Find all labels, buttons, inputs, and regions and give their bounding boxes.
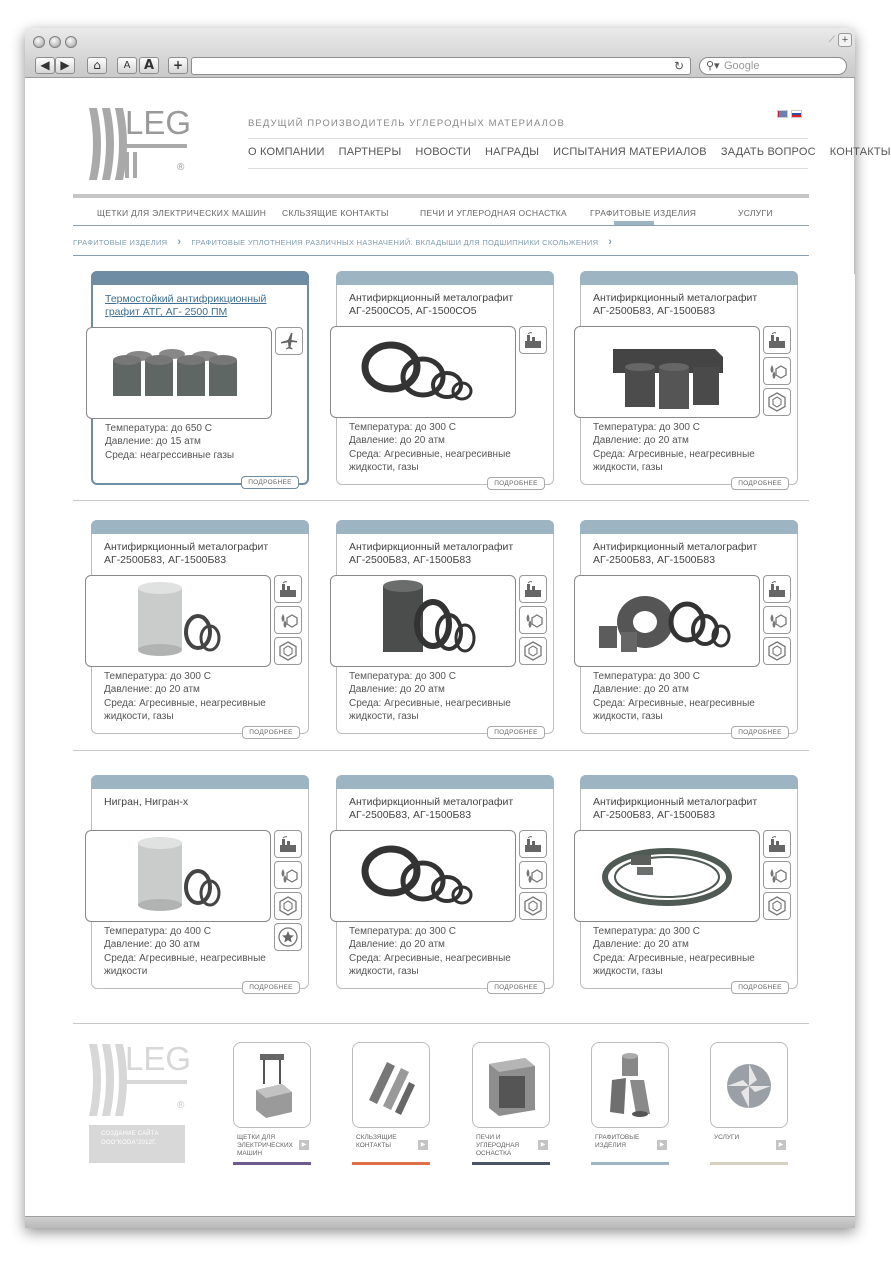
drops-icon[interactable] bbox=[274, 606, 302, 634]
footer-category[interactable] bbox=[233, 1042, 311, 1157]
site-credit: СОЗДАНИЕ САЙТА ООО"KODA"2012Г. bbox=[101, 1131, 159, 1146]
product-specs bbox=[593, 925, 783, 978]
product-specs bbox=[349, 670, 539, 723]
spec-pressure: Давление: до 20 атм bbox=[593, 435, 689, 447]
footer-category[interactable] bbox=[710, 1042, 788, 1148]
category-color-bar bbox=[591, 1162, 669, 1165]
drops-icon[interactable] bbox=[519, 606, 547, 634]
product-card[interactable] bbox=[336, 775, 554, 989]
play-arrow-icon[interactable]: ▶ bbox=[538, 1140, 548, 1150]
minimize-window-button[interactable] bbox=[49, 36, 61, 48]
more-button[interactable]: ПОДРОБНЕЕ bbox=[487, 726, 545, 739]
hexagon-icon[interactable] bbox=[274, 637, 302, 665]
text-bigger-button[interactable]: A bbox=[139, 57, 159, 74]
home-icon: ⌂ bbox=[93, 58, 101, 72]
breadcrumb bbox=[73, 236, 612, 248]
product-title[interactable]: Термостойкий антифрикционный графит АТГ, АГ- 2500 ПМ bbox=[105, 293, 267, 318]
spec-temperature: Температура: до 650 С bbox=[105, 423, 212, 434]
play-arrow-icon[interactable]: ▶ bbox=[657, 1140, 667, 1150]
home-button[interactable] bbox=[87, 57, 107, 74]
factory-icon[interactable] bbox=[763, 830, 791, 858]
logo-mark-icon bbox=[89, 1044, 129, 1116]
category-color-bar bbox=[352, 1162, 430, 1165]
browser-window bbox=[25, 28, 891, 1228]
footer-category-label[interactable]: УСЛУГИ bbox=[714, 1134, 740, 1141]
resize-grip-icon: ⟋ bbox=[828, 34, 835, 44]
more-button[interactable]: ПОДРОБНЕЕ bbox=[731, 981, 789, 994]
zoom-window-button[interactable] bbox=[65, 36, 77, 48]
feature-icons bbox=[763, 575, 791, 665]
product-photo[interactable] bbox=[85, 830, 271, 922]
more-button[interactable]: ПОДРОБНЕЕ bbox=[731, 726, 789, 739]
row-divider bbox=[73, 1023, 809, 1024]
site-logo[interactable] bbox=[89, 104, 201, 182]
product-card[interactable] bbox=[91, 775, 309, 989]
card-header-bar bbox=[91, 775, 309, 789]
logo-registered-mark: ® bbox=[177, 162, 185, 173]
category-nav bbox=[73, 200, 809, 226]
spec-medium: Среда: Агресивные, неагресивные жидкости, газы bbox=[593, 448, 755, 473]
product-title[interactable]: Антифиркционный металографит АГ-2500Б83, АГ-1500Б83 bbox=[593, 292, 758, 317]
spec-pressure: Давление: до 20 атм bbox=[593, 939, 689, 951]
feature-icons bbox=[763, 326, 791, 416]
spec-medium: Среда: неагрессивные газы bbox=[105, 449, 235, 461]
scrollbar[interactable] bbox=[854, 78, 855, 274]
spec-medium: Среда: Агресивные, неагресивные жидкости, газы bbox=[593, 697, 755, 722]
logo-registered-mark: ® bbox=[177, 1100, 185, 1111]
product-photo[interactable] bbox=[330, 575, 516, 667]
logo-text: LEG bbox=[125, 104, 192, 141]
spec-pressure: Давление: до 30 атм bbox=[104, 939, 200, 951]
english-flag-icon[interactable] bbox=[777, 110, 788, 118]
nav-item-company[interactable]: О КОМПАНИИ bbox=[248, 146, 325, 158]
logo-mark-icon bbox=[89, 108, 129, 180]
spec-temperature: Температура: до 300 С bbox=[593, 422, 700, 433]
logo-bar bbox=[125, 1080, 187, 1084]
factory-icon[interactable] bbox=[274, 575, 302, 603]
product-photo[interactable] bbox=[574, 326, 760, 418]
spec-pressure: Давление: до 20 атм bbox=[349, 939, 445, 951]
category-color-bar bbox=[710, 1162, 788, 1165]
product-title[interactable]: Антифиркционный металографит АГ-2500Б83, АГ-1500Б83 bbox=[349, 796, 514, 821]
card-header-bar bbox=[580, 775, 798, 789]
feature-icons bbox=[519, 575, 547, 665]
footer-category-label[interactable]: СКЛЬЗЯЩИЕ КОНТАКТЫ bbox=[356, 1134, 397, 1149]
drops-icon[interactable] bbox=[274, 861, 302, 889]
feature-icons bbox=[275, 327, 303, 355]
product-title[interactable]: Антифиркционный металографит АГ-2500Б83, АГ-1500Б83 bbox=[104, 541, 269, 566]
footer-category-label[interactable]: ПЕЧИ И УГЛЕРОДНАЯ ОСНАСТКА bbox=[476, 1134, 520, 1157]
forward-arrow-icon: ▶ bbox=[60, 58, 70, 72]
product-title[interactable]: Антифиркционный металографит АГ-2500СО5, АГ-1500СО5 bbox=[349, 292, 514, 317]
spec-medium: Среда: Агресивные, неагресивные жидкости, газы bbox=[349, 952, 511, 977]
logo-bar bbox=[133, 152, 137, 178]
feature-icons bbox=[519, 326, 547, 354]
product-photo[interactable] bbox=[330, 326, 516, 418]
more-button[interactable]: ПОДРОБНЕЕ bbox=[242, 981, 300, 994]
back-button[interactable] bbox=[35, 57, 55, 74]
reload-icon[interactable]: ↻ bbox=[673, 59, 684, 73]
add-bookmark-button[interactable]: + bbox=[168, 57, 188, 74]
spec-pressure: Давление: до 15 атм bbox=[105, 436, 201, 448]
hexagon-icon[interactable] bbox=[274, 892, 302, 920]
card-header-bar bbox=[580, 520, 798, 534]
footer-category[interactable] bbox=[352, 1042, 430, 1149]
footer-category-image[interactable] bbox=[591, 1042, 669, 1128]
product-title[interactable]: Нигран, Нигран-х bbox=[104, 796, 189, 808]
factory-icon[interactable] bbox=[763, 326, 791, 354]
russian-flag-icon[interactable] bbox=[791, 110, 802, 118]
divider bbox=[248, 138, 808, 139]
card-header-bar bbox=[336, 775, 554, 789]
language-switcher bbox=[777, 110, 802, 118]
product-card[interactable] bbox=[580, 775, 798, 989]
spec-medium: Среда: Агресивные, неагресивные жидкости, газы bbox=[349, 697, 511, 722]
play-arrow-icon[interactable]: ▶ bbox=[299, 1140, 309, 1150]
card-header-bar bbox=[336, 520, 554, 534]
drops-icon[interactable] bbox=[763, 861, 791, 889]
tagline: ВЕДУЩИЙ ПРОИЗВОДИТЕЛЬ УГЛЕРОДНЫХ МАТЕРИАЛОВ bbox=[248, 118, 565, 129]
product-photo[interactable] bbox=[574, 830, 760, 922]
logo-bar bbox=[125, 152, 129, 178]
footer-category-image[interactable] bbox=[710, 1042, 788, 1128]
spec-pressure: Давление: до 20 атм bbox=[349, 684, 445, 696]
factory-icon[interactable] bbox=[519, 326, 547, 354]
category-tab-services[interactable]: УСЛУГИ bbox=[738, 208, 773, 218]
row-divider bbox=[73, 750, 809, 751]
footer-category-image[interactable] bbox=[472, 1042, 550, 1128]
play-arrow-icon[interactable]: ▶ bbox=[776, 1140, 786, 1150]
product-photo[interactable] bbox=[85, 575, 271, 667]
nav-item-material-tests[interactable]: ИСПЫТАНИЯ МАТЕРИАЛОВ bbox=[553, 146, 707, 158]
product-photo[interactable] bbox=[330, 830, 516, 922]
divider bbox=[73, 255, 809, 256]
card-header-bar bbox=[91, 520, 309, 534]
category-color-bar bbox=[472, 1162, 550, 1165]
product-card[interactable] bbox=[91, 271, 309, 485]
card-header-bar bbox=[91, 271, 309, 285]
category-color-bar bbox=[233, 1162, 311, 1165]
product-title[interactable]: Антифиркционный металографит АГ-2500Б83, АГ-1500Б83 bbox=[349, 541, 514, 566]
card-header-bar bbox=[336, 271, 554, 285]
more-button[interactable]: ПОДРОБНЕЕ bbox=[242, 726, 300, 739]
spec-temperature: Температура: до 300 С bbox=[593, 926, 700, 937]
spec-temperature: Температура: до 300 С bbox=[593, 671, 700, 682]
product-specs bbox=[349, 925, 539, 978]
product-card[interactable] bbox=[580, 520, 798, 734]
hexagon-icon[interactable] bbox=[519, 892, 547, 920]
nav-item-ask-question[interactable]: ЗАДАТЬ ВОПРОС bbox=[720, 146, 816, 158]
spec-medium: Среда: Агресивные, неагресивные жидкости, газы bbox=[104, 697, 266, 722]
feature-icons bbox=[274, 575, 302, 665]
spec-temperature: Температура: до 300 С bbox=[349, 926, 456, 937]
divider bbox=[73, 225, 809, 226]
main-nav bbox=[248, 146, 891, 158]
spec-pressure: Давление: до 20 атм bbox=[593, 684, 689, 696]
divider bbox=[248, 168, 808, 169]
footer-category-label[interactable]: ЩЕТКИ ДЛЯ ЭЛЕКТРИЧЕСКИХ МАШИН bbox=[237, 1134, 293, 1157]
spec-temperature: Температура: до 300 С bbox=[349, 422, 456, 433]
spec-pressure: Давление: до 20 атм bbox=[349, 435, 445, 447]
search-field[interactable] bbox=[699, 57, 847, 75]
product-photo[interactable] bbox=[574, 575, 760, 667]
nav-item-awards[interactable]: НАГРАДЫ bbox=[485, 146, 540, 158]
spec-medium: Среда: Агресивные, неагресивные жидкости, газы bbox=[593, 952, 755, 977]
plane-icon[interactable] bbox=[275, 327, 303, 355]
address-bar[interactable] bbox=[191, 57, 691, 75]
product-card[interactable] bbox=[336, 520, 554, 734]
spec-temperature: Температура: до 300 С bbox=[104, 671, 211, 682]
forward-button[interactable] bbox=[55, 57, 75, 74]
breadcrumb-item[interactable]: ГРАФИТОВЫЕ ИЗДЕЛИЯ bbox=[73, 237, 168, 247]
spec-temperature: Температура: до 300 С bbox=[349, 671, 456, 682]
nav-item-partners[interactable]: ПАРТНЕРЫ bbox=[338, 146, 402, 158]
feature-icons bbox=[763, 830, 791, 920]
factory-icon[interactable] bbox=[519, 575, 547, 603]
spec-medium: Среда: Агресивные, неагресивные жидкости bbox=[104, 952, 266, 977]
hexagon-icon[interactable] bbox=[763, 892, 791, 920]
factory-icon[interactable] bbox=[274, 830, 302, 858]
close-window-button[interactable] bbox=[33, 36, 45, 48]
category-tab-brushes[interactable]: ЩЕТКИ ДЛЯ ЭЛЕКТРИЧЕСКИХ МАШИН bbox=[97, 208, 267, 218]
nav-item-contacts[interactable]: КОНТАКТЫ bbox=[829, 146, 891, 158]
factory-icon[interactable] bbox=[519, 830, 547, 858]
browser-toolbar bbox=[25, 28, 855, 78]
drops-icon[interactable] bbox=[763, 357, 791, 385]
text-smaller-button[interactable]: A bbox=[117, 57, 137, 74]
product-title[interactable]: Антифиркционный металографит АГ-2500Б83, АГ-1500Б83 bbox=[593, 796, 758, 821]
footer-category-image[interactable] bbox=[233, 1042, 311, 1128]
browser-status-bar bbox=[25, 1216, 855, 1228]
row-divider bbox=[73, 500, 809, 501]
more-button[interactable]: ПОДРОБНЕЕ bbox=[241, 476, 299, 489]
product-card[interactable] bbox=[580, 271, 798, 485]
divider bbox=[73, 194, 809, 198]
logo-bar bbox=[125, 144, 187, 148]
play-arrow-icon[interactable]: ▶ bbox=[418, 1140, 428, 1150]
category-tab-graphite-products[interactable]: ГРАФИТОВЫЕ ИЗДЕЛИЯ bbox=[590, 208, 697, 218]
footer-category[interactable] bbox=[591, 1042, 669, 1149]
chevron-right-icon: › bbox=[177, 236, 182, 248]
product-title[interactable]: Антифиркционный металографит АГ-2500Б83, АГ-1500Б83 bbox=[593, 541, 758, 566]
product-specs bbox=[349, 421, 539, 474]
hexagon-icon[interactable] bbox=[519, 637, 547, 665]
card-header-bar bbox=[580, 271, 798, 285]
hexagon-icon[interactable] bbox=[763, 388, 791, 416]
category-tab-sliding-contacts[interactable]: СКЛЬЗЯЩИЕ КОНТАКТЫ bbox=[282, 208, 389, 218]
feature-icons bbox=[519, 830, 547, 920]
new-tab-button[interactable]: + bbox=[838, 33, 852, 47]
footer-category-label[interactable]: ГРАФИТОВЫЕ ИЗДЕЛИЯ bbox=[595, 1134, 640, 1149]
product-specs bbox=[105, 422, 295, 462]
back-arrow-icon: ◀ bbox=[40, 58, 50, 72]
factory-icon[interactable] bbox=[763, 575, 791, 603]
search-placeholder: Google bbox=[724, 60, 760, 72]
product-card[interactable] bbox=[91, 520, 309, 734]
footer-category[interactable] bbox=[472, 1042, 550, 1157]
drops-icon[interactable] bbox=[519, 861, 547, 889]
footer-logo[interactable] bbox=[89, 1040, 201, 1118]
footer-logo-text: LEG bbox=[125, 1040, 192, 1077]
nav-item-news[interactable]: НОВОСТИ bbox=[415, 146, 472, 158]
footer-category-image[interactable] bbox=[352, 1042, 430, 1128]
product-specs bbox=[593, 670, 783, 723]
spec-medium: Среда: Агресивные, неагресивные жидкости, газы bbox=[349, 448, 511, 473]
product-specs bbox=[104, 925, 294, 978]
product-card[interactable] bbox=[336, 271, 554, 485]
spec-pressure: Давление: до 20 атм bbox=[104, 684, 200, 696]
spec-temperature: Температура: до 400 С bbox=[104, 926, 211, 937]
breadcrumb-item[interactable]: ГРАФИТОВЫЕ УПЛОТНЕНИЯ РАЗЛИЧНЫХ НАЗНАЧЕНИЙ. ВКЛАДЫШИ ДЛЯ ПОДШИПНИКИ СКОЛЬЖЕНИЯ bbox=[191, 237, 599, 247]
hexagon-icon[interactable] bbox=[763, 637, 791, 665]
search-icon: ⚲▾ bbox=[706, 60, 720, 72]
drops-icon[interactable] bbox=[763, 606, 791, 634]
more-button[interactable]: ПОДРОБНЕЕ bbox=[487, 477, 545, 490]
more-button[interactable]: ПОДРОБНЕЕ bbox=[731, 477, 789, 490]
product-specs bbox=[593, 421, 783, 474]
product-specs bbox=[104, 670, 294, 723]
more-button[interactable]: ПОДРОБНЕЕ bbox=[487, 981, 545, 994]
chevron-right-icon: › bbox=[608, 236, 613, 248]
category-tab-furnaces[interactable]: ПЕЧИ И УГЛЕРОДНАЯ ОСНАСТКА bbox=[420, 208, 567, 218]
product-photo[interactable] bbox=[86, 327, 272, 419]
